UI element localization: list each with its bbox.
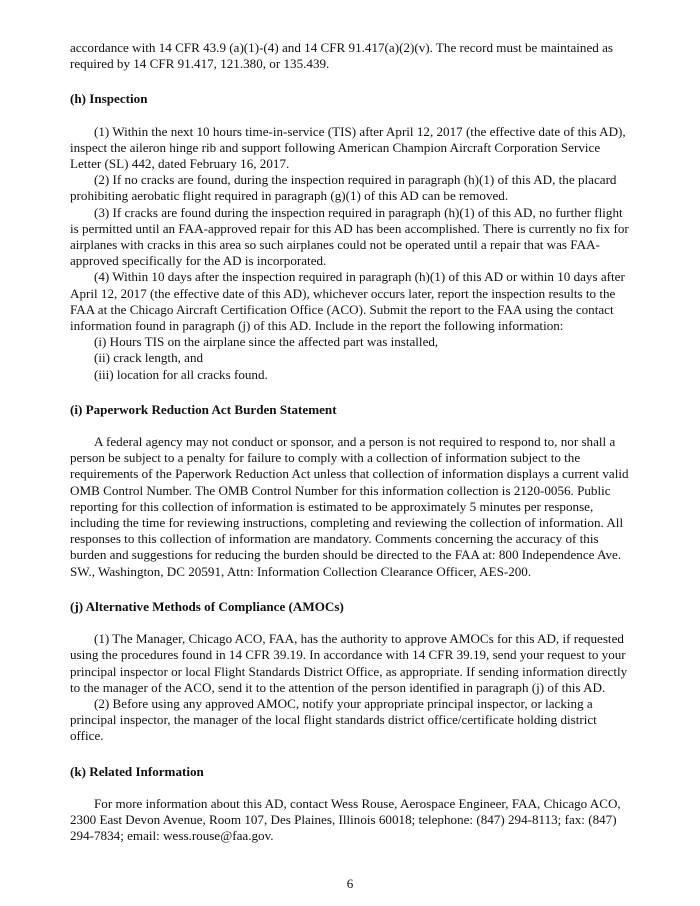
page-number: 6 <box>346 876 354 891</box>
section-h-list-item-3: (iii) location for all cracks found. <box>94 366 268 382</box>
section-h-paragraph-4: (4) Within 10 days after the inspection required in paragraph (h)(1) of this AD or within 10 days after April 12, 2017 (the effective date of this AD), whichever occurs later, report the inspection results to the FAA at the Chicago Aircraft Certification Office (ACO). Submit the report to the FAA using the contact information found in paragraph (j) of this AD. Include in the report the following information: <box>70 269 625 334</box>
section-h-heading: (h) Inspection <box>70 91 148 107</box>
section-k-paragraph: For more information about this AD, contact Wess Rouse, Aerospace Engineer, FAA, Chicago ACO, 2300 East Devon Avenue, Room 107, Des Plaines, Illinois 60018; telephone: (847) 294-8113; fax: (847) 294-7834; email: wess.rouse@faa.gov. <box>70 795 621 844</box>
section-h-paragraph-2: (2) If no cracks are found, during the inspection required in paragraph (h)(1) of this AD, the placard prohibiting aerobatic flight required in paragraph (g)(1) of this AD can be removed. <box>70 172 617 204</box>
section-h-paragraph-3: (3) If cracks are found during the inspection required in paragraph (h)(1) of this AD, no further flight is permitted until an FAA-approved repair for this AD has been accomplished. There is currently no fix for airplanes with cracks in this area so such airplanes could not be operated until a repair that was FAA-approved specifically for the AD is incorporated. <box>70 204 629 269</box>
intro-paragraph: accordance with 14 CFR 43.9 (a)(1)-(4) and 14 CFR 91.417(a)(2)(v). The record must be maintained as required by 14 CFR 91.417, 121.380, or 135.439. <box>70 40 613 72</box>
section-j-heading: (j) Alternative Methods of Compliance (AMOCs) <box>70 598 344 614</box>
section-j-paragraph-1: (1) The Manager, Chicago ACO, FAA, has the authority to approve AMOCs for this AD, if requested using the procedures found in 14 CFR 39.19. In accordance with 14 CFR 39.19, send your request to your principal inspector or local Flight Standards District Office, as appropriate. If sending information directly to the manager of the ACO, send it to the attention of the person identified in paragraph (j) of this AD. <box>70 631 628 695</box>
section-j-paragraph-2: (2) Before using any approved AMOC, notify your appropriate principal inspector, or lacking a principal inspector, the manager of the local flight standards district office/certificate holding district office. <box>70 695 597 744</box>
section-k-heading: (k) Related Information <box>70 763 204 779</box>
document-page <box>70 40 632 844</box>
section-h-paragraph-1: (1) Within the next 10 hours time-in-service (TIS) after April 12, 2017 (the effective date of this AD), inspect the aileron hinge rib and support following American Champion Aircraft Corporation Service Letter (SL) 442, dated February 16, 2017. <box>70 123 626 172</box>
section-h-list-item-2: (ii) crack length, and <box>94 350 204 366</box>
section-i-paragraph: A federal agency may not conduct or sponsor, and a person is not required to respond to, nor shall a person be subject to a penalty for failure to comply with a collection of information subject to the requirements of the Paperwork Reduction Act unless that collection of information displays a current valid OMB Control Number. The OMB Control Number for this information collection is 2120-0056. Public reporting for this collection of information is estimated to be approximately 5 minutes per response, including the time for reviewing instructions, completing and reviewing the collection of information. All responses to this collection of information are mandatory. Comments concerning the accuracy of this burden and suggestions for reducing the burden should be directed to the FAA at: 800 Independence Ave. SW., Washington, DC 20591, Attn: Information Collection Clearance Officer, AES-200. <box>70 434 629 579</box>
section-h-list-item-1: (i) Hours TIS on the airplane since the affected part was installed, <box>94 334 439 350</box>
section-i-heading: (i) Paperwork Reduction Act Burden Statement <box>70 401 337 417</box>
